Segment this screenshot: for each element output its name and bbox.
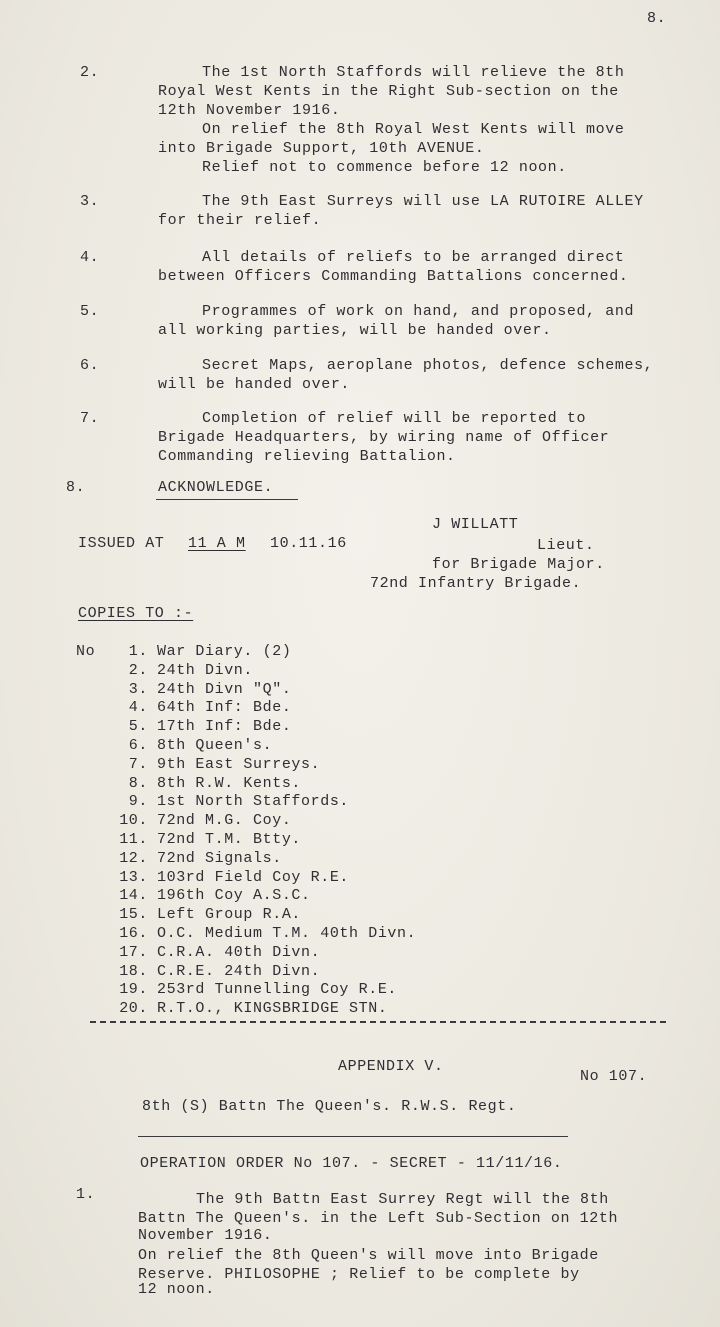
para-4-number: 4. xyxy=(80,249,100,266)
copy-number: 12. xyxy=(119,850,148,867)
copy-number: 17. xyxy=(119,944,148,961)
para-6-line-2: will be handed over. xyxy=(158,376,351,393)
copy-number: 1. xyxy=(128,643,148,660)
copy-recipient: 103rd Field Coy R.E. xyxy=(157,869,350,886)
section-divider xyxy=(90,1021,666,1023)
order-para-line-1: The 9th Battn East Surrey Regt will the 8th xyxy=(196,1191,609,1208)
appendix-title: APPENDIX V. xyxy=(338,1058,444,1075)
copy-recipient: R.T.O., KINGSBRIDGE STN. xyxy=(157,1000,388,1017)
copy-recipient: 17th Inf: Bde. xyxy=(157,718,292,735)
copy-recipient: 8th Queen's. xyxy=(157,737,273,754)
copy-recipient: 253rd Tunnelling Coy R.E. xyxy=(157,981,398,998)
copy-number: 6. xyxy=(128,737,148,754)
para-5-line-1: Programmes of work on hand, and proposed, and xyxy=(202,303,635,320)
copy-recipient: 72nd T.M. Btty. xyxy=(157,831,302,848)
copies-heading: COPIES TO :- xyxy=(78,605,194,622)
copy-recipient: 72nd Signals. xyxy=(157,850,282,867)
copy-number: 5. xyxy=(128,718,148,735)
order-para-line-5: Reserve. PHILOSOPHE ; Relief to be complete by xyxy=(138,1266,580,1283)
copy-number: 13. xyxy=(119,869,148,886)
copy-recipient: C.R.E. 24th Divn. xyxy=(157,963,321,980)
copy-number: 4. xyxy=(128,699,148,716)
copy-number: 10. xyxy=(119,812,148,829)
para-2b-line-1: On relief the 8th Royal West Kents will move xyxy=(202,121,625,138)
para-5-line-2: all working parties, will be handed over. xyxy=(158,322,552,339)
order-para-number: 1. xyxy=(76,1186,96,1203)
para-2-line-3: 12th November 1916. xyxy=(158,102,341,119)
para-7-line-2: Brigade Headquarters, by wiring name of Officer xyxy=(158,429,610,446)
para-7-line-3: Commanding relieving Battalion. xyxy=(158,448,456,465)
order-para-line-6: 12 noon. xyxy=(138,1281,215,1298)
para-7-number: 7. xyxy=(80,410,100,427)
para-6-line-1: Secret Maps, aeroplane photos, defence schemes, xyxy=(202,357,654,374)
copy-recipient: 24th Divn. xyxy=(157,662,254,679)
copy-number: 20. xyxy=(119,1000,148,1017)
copy-recipient: O.C. Medium T.M. 40th Divn. xyxy=(157,925,417,942)
copy-number: 2. xyxy=(128,662,148,679)
copy-recipient: 196th Coy A.S.C. xyxy=(157,887,311,904)
copy-number: 7. xyxy=(128,756,148,773)
copy-recipient: Left Group R.A. xyxy=(157,906,302,923)
para-7-line-1: Completion of relief will be reported to xyxy=(202,410,587,427)
copy-recipient: 72nd M.G. Coy. xyxy=(157,812,292,829)
battalion-underline xyxy=(138,1136,568,1137)
para-5-number: 5. xyxy=(80,303,100,320)
copy-number: 11. xyxy=(119,831,148,848)
copy-recipient: War Diary. (2) xyxy=(157,643,292,660)
copy-number: 14. xyxy=(119,887,148,904)
order-para-line-3: November 1916. xyxy=(138,1227,273,1244)
order-para-line-4: On relief the 8th Queen's will move into Brigade xyxy=(138,1247,599,1264)
para-2b-line-3: Relief not to commence before 12 noon. xyxy=(202,159,567,176)
battalion-heading: 8th (S) Battn The Queen's. R.W.S. Regt. xyxy=(142,1098,517,1115)
copy-number: 19. xyxy=(119,981,148,998)
copy-number: 15. xyxy=(119,906,148,923)
para-3-line-2: for their relief. xyxy=(158,212,322,229)
issued-time: 11 A M xyxy=(188,535,246,552)
copy-recipient: 8th R.W. Kents. xyxy=(157,775,302,792)
issued-prefix: ISSUED AT xyxy=(78,535,165,552)
copy-number: 8. xyxy=(128,775,148,792)
para-3-number: 3. xyxy=(80,193,100,210)
signature-rank: Lieut. xyxy=(537,537,595,554)
copy-recipient: 64th Inf: Bde. xyxy=(157,699,292,716)
para-2-line-2: Royal West Kents in the Right Sub-section on the xyxy=(158,83,619,100)
signature-name: J WILLATT xyxy=(432,516,519,533)
appendix-number: No 107. xyxy=(580,1068,648,1085)
para-4-line-1: All details of reliefs to be arranged direct xyxy=(202,249,625,266)
signature-unit: 72nd Infantry Brigade. xyxy=(370,575,582,592)
para-8-number: 8. xyxy=(66,479,86,496)
para-2b-line-2: into Brigade Support, 10th AVENUE. xyxy=(158,140,485,157)
copies-no-prefix: No xyxy=(76,643,96,660)
para-2-number: 2. xyxy=(80,64,100,81)
copy-recipient: C.R.A. 40th Divn. xyxy=(157,944,321,961)
issued-date: 10.11.16 xyxy=(270,535,347,552)
order-para-line-2: Battn The Queen's. in the Left Sub-Section on 12th xyxy=(138,1210,619,1227)
signature-role: for Brigade Major. xyxy=(432,556,605,573)
operation-order-title: OPERATION ORDER No 107. - SECRET - 11/11/16. xyxy=(140,1155,563,1172)
copy-number: 16. xyxy=(119,925,148,942)
para-2-line-1: The 1st North Staffords will relieve the 8th xyxy=(202,64,625,81)
copy-recipient: 9th East Surreys. xyxy=(157,756,321,773)
copy-number: 3. xyxy=(128,681,148,698)
para-6-number: 6. xyxy=(80,357,100,374)
copy-recipient: 1st North Staffords. xyxy=(157,793,350,810)
para-3-line-1: The 9th East Surreys will use LA RUTOIRE ALLEY xyxy=(202,193,644,210)
copy-recipient: 24th Divn "Q". xyxy=(157,681,292,698)
copy-number: 18. xyxy=(119,963,148,980)
copy-number: 9. xyxy=(128,793,148,810)
page-number: 8. xyxy=(647,10,667,27)
acknowledge-heading: ACKNOWLEDGE. xyxy=(158,479,274,496)
para-4-line-2: between Officers Commanding Battalions concerned. xyxy=(158,268,629,285)
acknowledge-underline xyxy=(156,499,298,500)
